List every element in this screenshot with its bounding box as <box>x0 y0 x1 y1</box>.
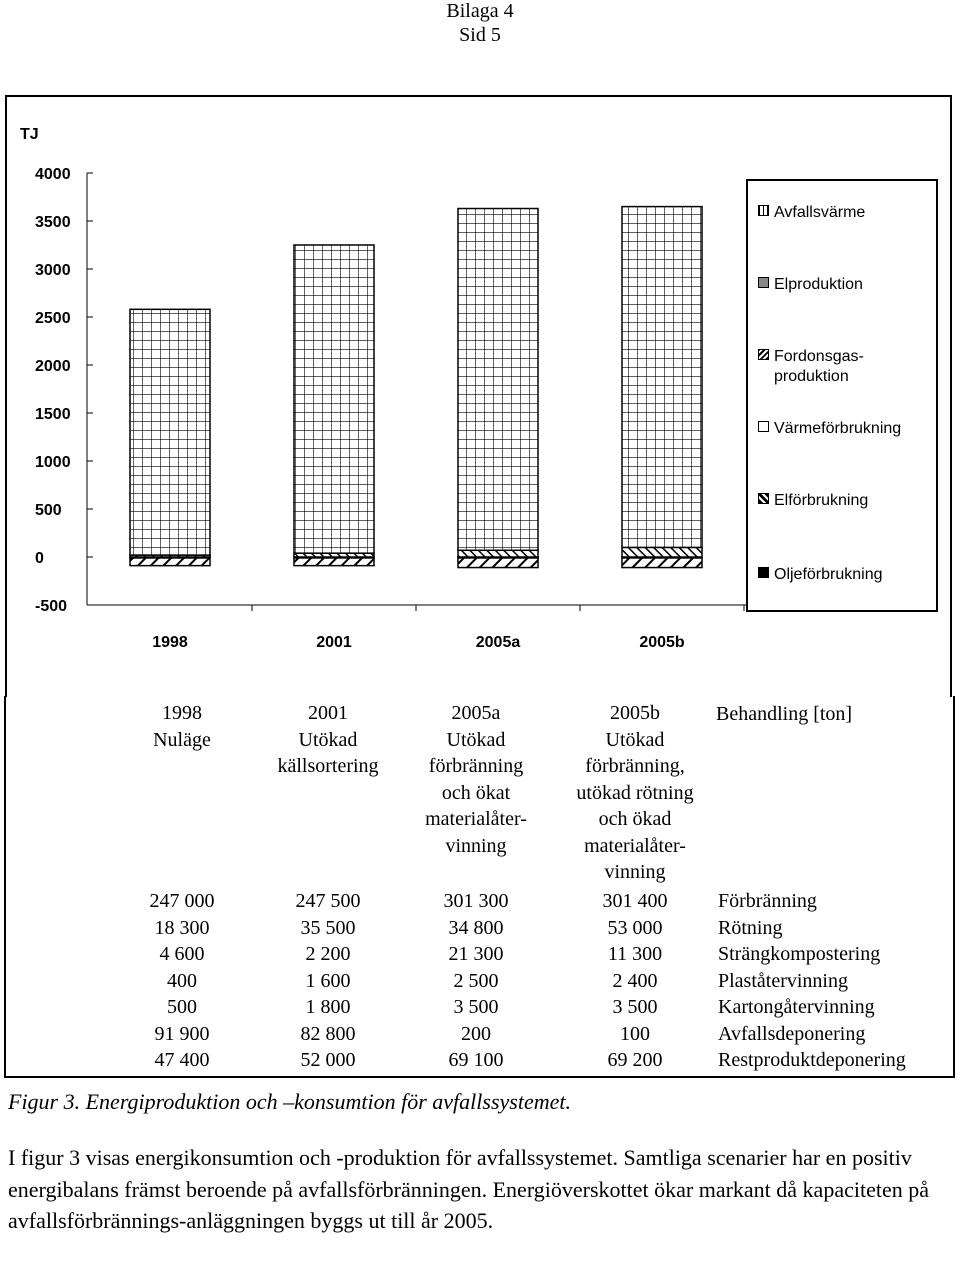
page-number: Sid 5 <box>459 24 501 46</box>
scenario-header-line: Nuläge <box>153 728 211 751</box>
table-cell: 3 500 <box>612 996 658 1018</box>
table-cell: 21 300 <box>448 943 504 965</box>
table-cell: 4 600 <box>159 943 205 965</box>
table-cell: 82 800 <box>300 1022 356 1045</box>
scenario-header-line: utökad rötning <box>576 781 694 804</box>
y-tick-label: 3500 <box>35 214 71 231</box>
row-label: Förbränning <box>718 890 817 912</box>
appendix-label: Bilaga 4 <box>446 0 514 22</box>
bar-segment <box>130 558 210 566</box>
row-label: Restproduktdeponering <box>718 1049 906 1071</box>
row-label: Plaståtervinning <box>718 969 848 992</box>
y-tick-label: 1000 <box>35 454 71 471</box>
scenario-header-line: Utökad <box>298 728 358 751</box>
scenario-header-line: förbränning <box>428 755 524 777</box>
y-tick-label: 500 <box>35 502 62 519</box>
table-cell: 69 200 <box>607 1049 663 1071</box>
y-tick-label: 0 <box>35 550 44 567</box>
table-cell: 500 <box>167 996 197 1018</box>
bar-segment <box>458 209 538 551</box>
y-tick-label: 4000 <box>35 166 71 183</box>
row-label: Rötning <box>718 916 783 939</box>
scenario-header-2005b <box>560 700 710 886</box>
x-tick-label: 2005a <box>475 634 521 651</box>
bar-segment <box>622 558 702 568</box>
scenario-header-line: materialåter- <box>584 834 686 857</box>
scenario-header-line: 2005b <box>610 702 660 724</box>
table-cell: 301 400 <box>602 890 668 912</box>
table-cell: 200 <box>461 1022 491 1045</box>
table-cell: 247 500 <box>295 890 361 912</box>
table-cell: 34 800 <box>448 916 504 939</box>
scenario-header-line: och ökad <box>598 808 672 830</box>
table-cell: 47 400 <box>154 1049 210 1071</box>
table-cell: 91 900 <box>154 1022 210 1045</box>
bar-segment <box>294 558 374 566</box>
table-cell: 3 500 <box>453 996 499 1018</box>
row-label: Kartongåtervinning <box>718 996 875 1018</box>
scenario-header-line: 2001 <box>308 702 348 724</box>
table-cell: 1 800 <box>305 996 351 1018</box>
bar-segment <box>294 245 374 553</box>
table-cell: 52 000 <box>300 1049 356 1071</box>
table-cell: 1 600 <box>305 969 351 992</box>
scenario-header-line: materialåter- <box>425 808 527 830</box>
row-label: Avfallsdeponering <box>718 1022 866 1045</box>
y-tick-label: -500 <box>35 598 68 615</box>
scenario-header-line: vinning <box>604 861 666 883</box>
table-cell: 301 300 <box>443 890 509 912</box>
y-axis-label: TJ <box>20 126 39 143</box>
table-cell: 18 300 <box>154 916 210 939</box>
bar-segment <box>622 207 702 548</box>
unit-header: Behandling [ton] <box>716 703 853 725</box>
scenario-header-line: källsortering <box>277 755 379 777</box>
treatment-table <box>0 696 960 1076</box>
scenario-header-line: 1998 <box>162 702 202 724</box>
scenario-header-2005a <box>412 700 540 859</box>
table-cell: 400 <box>167 969 197 992</box>
table-cell: 2 500 <box>453 969 499 992</box>
y-tick-label: 1500 <box>35 406 71 423</box>
scenario-header-2001 <box>266 700 390 780</box>
table-cell: 247 000 <box>149 890 215 912</box>
x-tick-label: 2001 <box>316 634 352 651</box>
y-tick-label: 2000 <box>35 358 71 375</box>
scenario-header-line: och ökat <box>441 781 511 804</box>
bar-segment <box>458 558 538 568</box>
x-tick-label: 2005b <box>639 634 685 651</box>
bar-segment <box>622 547 702 557</box>
figure-caption: Figur 3. Energiproduktion och –konsumtion för avfallssystemet. <box>8 1089 571 1114</box>
table-cell: 35 500 <box>300 916 356 939</box>
table-cell: 11 300 <box>607 943 663 965</box>
scenario-header-line: 2005a <box>451 702 501 724</box>
table-cell: 2 400 <box>612 969 658 992</box>
bar-segment <box>130 309 210 555</box>
table-cell: 53 000 <box>607 916 663 939</box>
scenario-header-line: vinning <box>445 834 507 857</box>
x-tick-label: 1998 <box>152 634 188 651</box>
scenario-header-line: Utökad <box>605 728 665 751</box>
scenario-header-line: Utökad <box>446 728 506 751</box>
table-cell: 100 <box>620 1022 650 1045</box>
row-label: Strängkompostering <box>718 943 881 965</box>
body-paragraph: I figur 3 visas energikonsumtion och -produktion för avfallssystemet. Samtliga scenarier har en positiv energibalans främst beroende på avfallsförbränningen. Energiöverskottet ökar markant då kapaciteten på avfallsförbrännings-anläggningen byggs ut till år 2005. <box>8 1145 929 1233</box>
bar-segment <box>458 550 538 557</box>
y-tick-label: 3000 <box>35 262 71 279</box>
table-cell: 69 100 <box>448 1049 504 1071</box>
y-tick-label: 2500 <box>35 310 71 327</box>
scenario-header-1998 <box>120 700 244 753</box>
chart-legend: Avfallsvärme Elproduktion Fordonsgas- produktion Värmeförbrukning Elförbrukning Oljeförbrukning <box>746 179 938 612</box>
table-cell: 2 200 <box>305 943 351 965</box>
scenario-header-line: förbränning, <box>585 755 685 777</box>
